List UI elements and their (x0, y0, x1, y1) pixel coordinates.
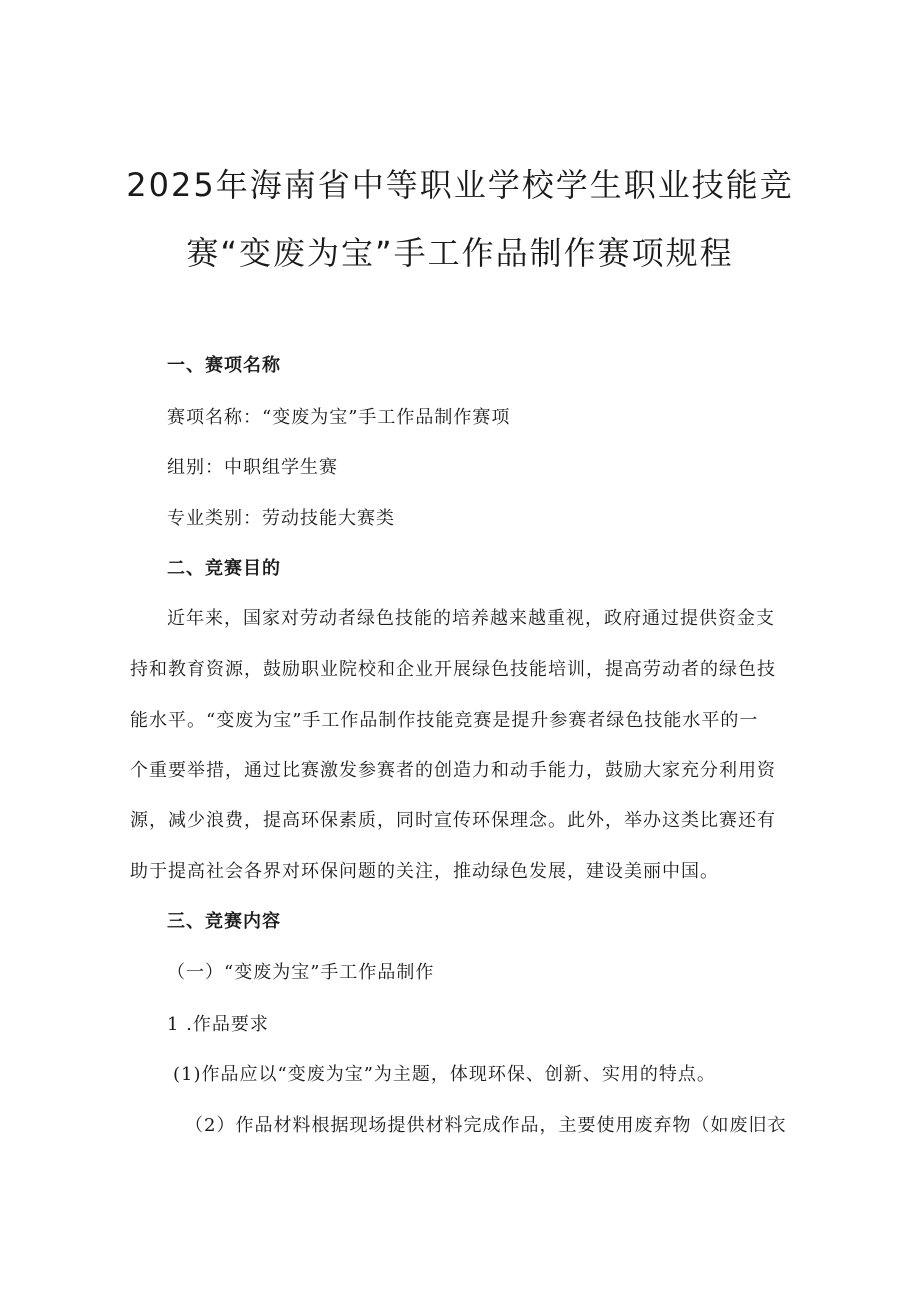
subsubsection-heading: 1 .作品要求 (167, 1014, 269, 1035)
purpose-paragraph-line: 近年来，国家对劳动者绿色技能的培养越来越重视，政府通过提供资金支 (167, 608, 775, 629)
event-name-line: 赛项名称：“变废为宝”手工作品制作赛项 (167, 407, 511, 428)
purpose-paragraph-line: 能水平。“变废为宝”手工作品制作技能竞赛是提升参赛者绿色技能水平的一 (130, 710, 759, 731)
requirement-item-2: （2）作品材料根据现场提供材料完成作品，主要使用废弃物（如废旧衣 (185, 1115, 787, 1136)
purpose-paragraph-line: 持和教育资源，鼓励职业院校和企业开展绿色技能培训，提高劳动者的绿色技 (130, 659, 776, 680)
section-heading-1: 一、赛项名称 (167, 355, 281, 376)
document-title-line-1: 2025年海南省中等职业学校学生职业技能竞 (126, 166, 794, 204)
category-line: 专业类别：劳动技能大赛类 (167, 508, 395, 529)
purpose-paragraph-line: 助于提高社会各界对环保问题的关注，推动绿色发展，建设美丽中国。 (130, 861, 719, 882)
purpose-paragraph-line: 源，减少浪费，提高环保素质，同时宣传环保理念。此外，举办这类比赛还有 (130, 810, 776, 831)
document-title-line-2: 赛“变废为宝”手工作品制作赛项规程 (186, 234, 734, 272)
purpose-paragraph-line: 个重要举措，通过比赛激发参赛者的创造力和动手能力，鼓励大家充分利用资 (130, 760, 776, 781)
section-heading-2: 二、竞赛目的 (167, 558, 281, 579)
subsection-heading: （一）“变废为宝”手工作品制作 (167, 962, 435, 983)
requirement-item-1: (1)作品应以“变废为宝”为主题，体现环保、创新、实用的特点。 (173, 1064, 716, 1085)
section-heading-3: 三、竞赛内容 (167, 911, 281, 932)
group-line: 组别：中职组学生赛 (167, 457, 338, 478)
